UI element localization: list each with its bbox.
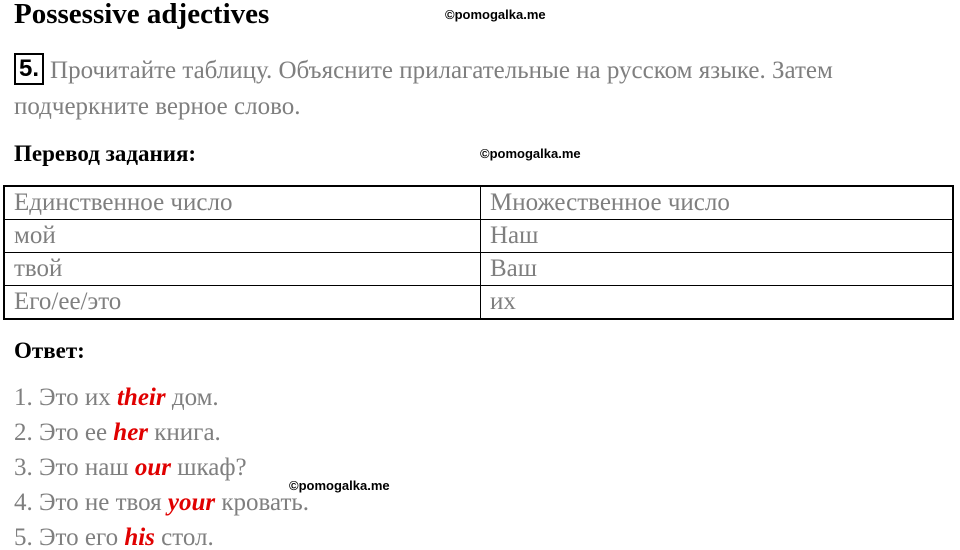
- page-title: Possessive adjectives: [14, 0, 270, 30]
- task-instruction: [14, 53, 954, 125]
- answer-suffix: книга.: [148, 419, 221, 446]
- watermark: ©pomogalka.me: [445, 7, 546, 22]
- answer-prefix: 5. Это его: [14, 524, 125, 550]
- answer-item: [14, 520, 309, 550]
- table-cell: Множественное число: [481, 186, 954, 220]
- answer-prefix: 3. Это наш: [14, 454, 135, 481]
- table-cell: их: [481, 286, 954, 320]
- task-number: 5.: [14, 53, 44, 85]
- answer-list: [14, 380, 309, 550]
- watermark: ©pomogalka.me: [480, 146, 581, 161]
- answer-item: [14, 450, 309, 485]
- answer-word: their: [116, 384, 166, 411]
- answer-suffix: стол.: [154, 524, 214, 550]
- table-cell: Единственное число: [4, 186, 481, 220]
- answer-prefix: 4. Это не твоя: [14, 489, 168, 516]
- answer-word: his: [124, 524, 155, 550]
- answer-suffix: дом.: [165, 384, 219, 411]
- table-row: [4, 220, 953, 253]
- answer-heading: Ответ:: [14, 338, 85, 363]
- answer-item: [14, 485, 309, 520]
- answer-word: your: [167, 489, 216, 516]
- answer-suffix: кровать.: [215, 489, 310, 516]
- answer-prefix: 1. Это их: [14, 384, 117, 411]
- watermark: ©pomogalka.me: [289, 478, 390, 493]
- answer-word: our: [134, 454, 171, 481]
- task-text: Прочитайте таблицу. Объясните прилагательные на русском языке. Затем подчеркните верное слово.: [14, 57, 833, 120]
- table-row: [4, 286, 953, 320]
- table-cell: Ваш: [481, 253, 954, 286]
- table-cell: Наш: [481, 220, 954, 253]
- answer-suffix: шкаф?: [170, 454, 247, 481]
- answer-prefix: 2. Это ее: [14, 419, 114, 446]
- table-row: [4, 186, 953, 220]
- table-cell: твой: [4, 253, 481, 286]
- table-cell: мой: [4, 220, 481, 253]
- answer-item: [14, 380, 309, 415]
- table-row: [4, 253, 953, 286]
- table-cell: Его/ее/это: [4, 286, 481, 320]
- possessive-table: [3, 185, 954, 320]
- answer-item: [14, 415, 309, 450]
- answer-word: her: [113, 419, 149, 446]
- translation-heading: Перевод задания:: [14, 141, 197, 166]
